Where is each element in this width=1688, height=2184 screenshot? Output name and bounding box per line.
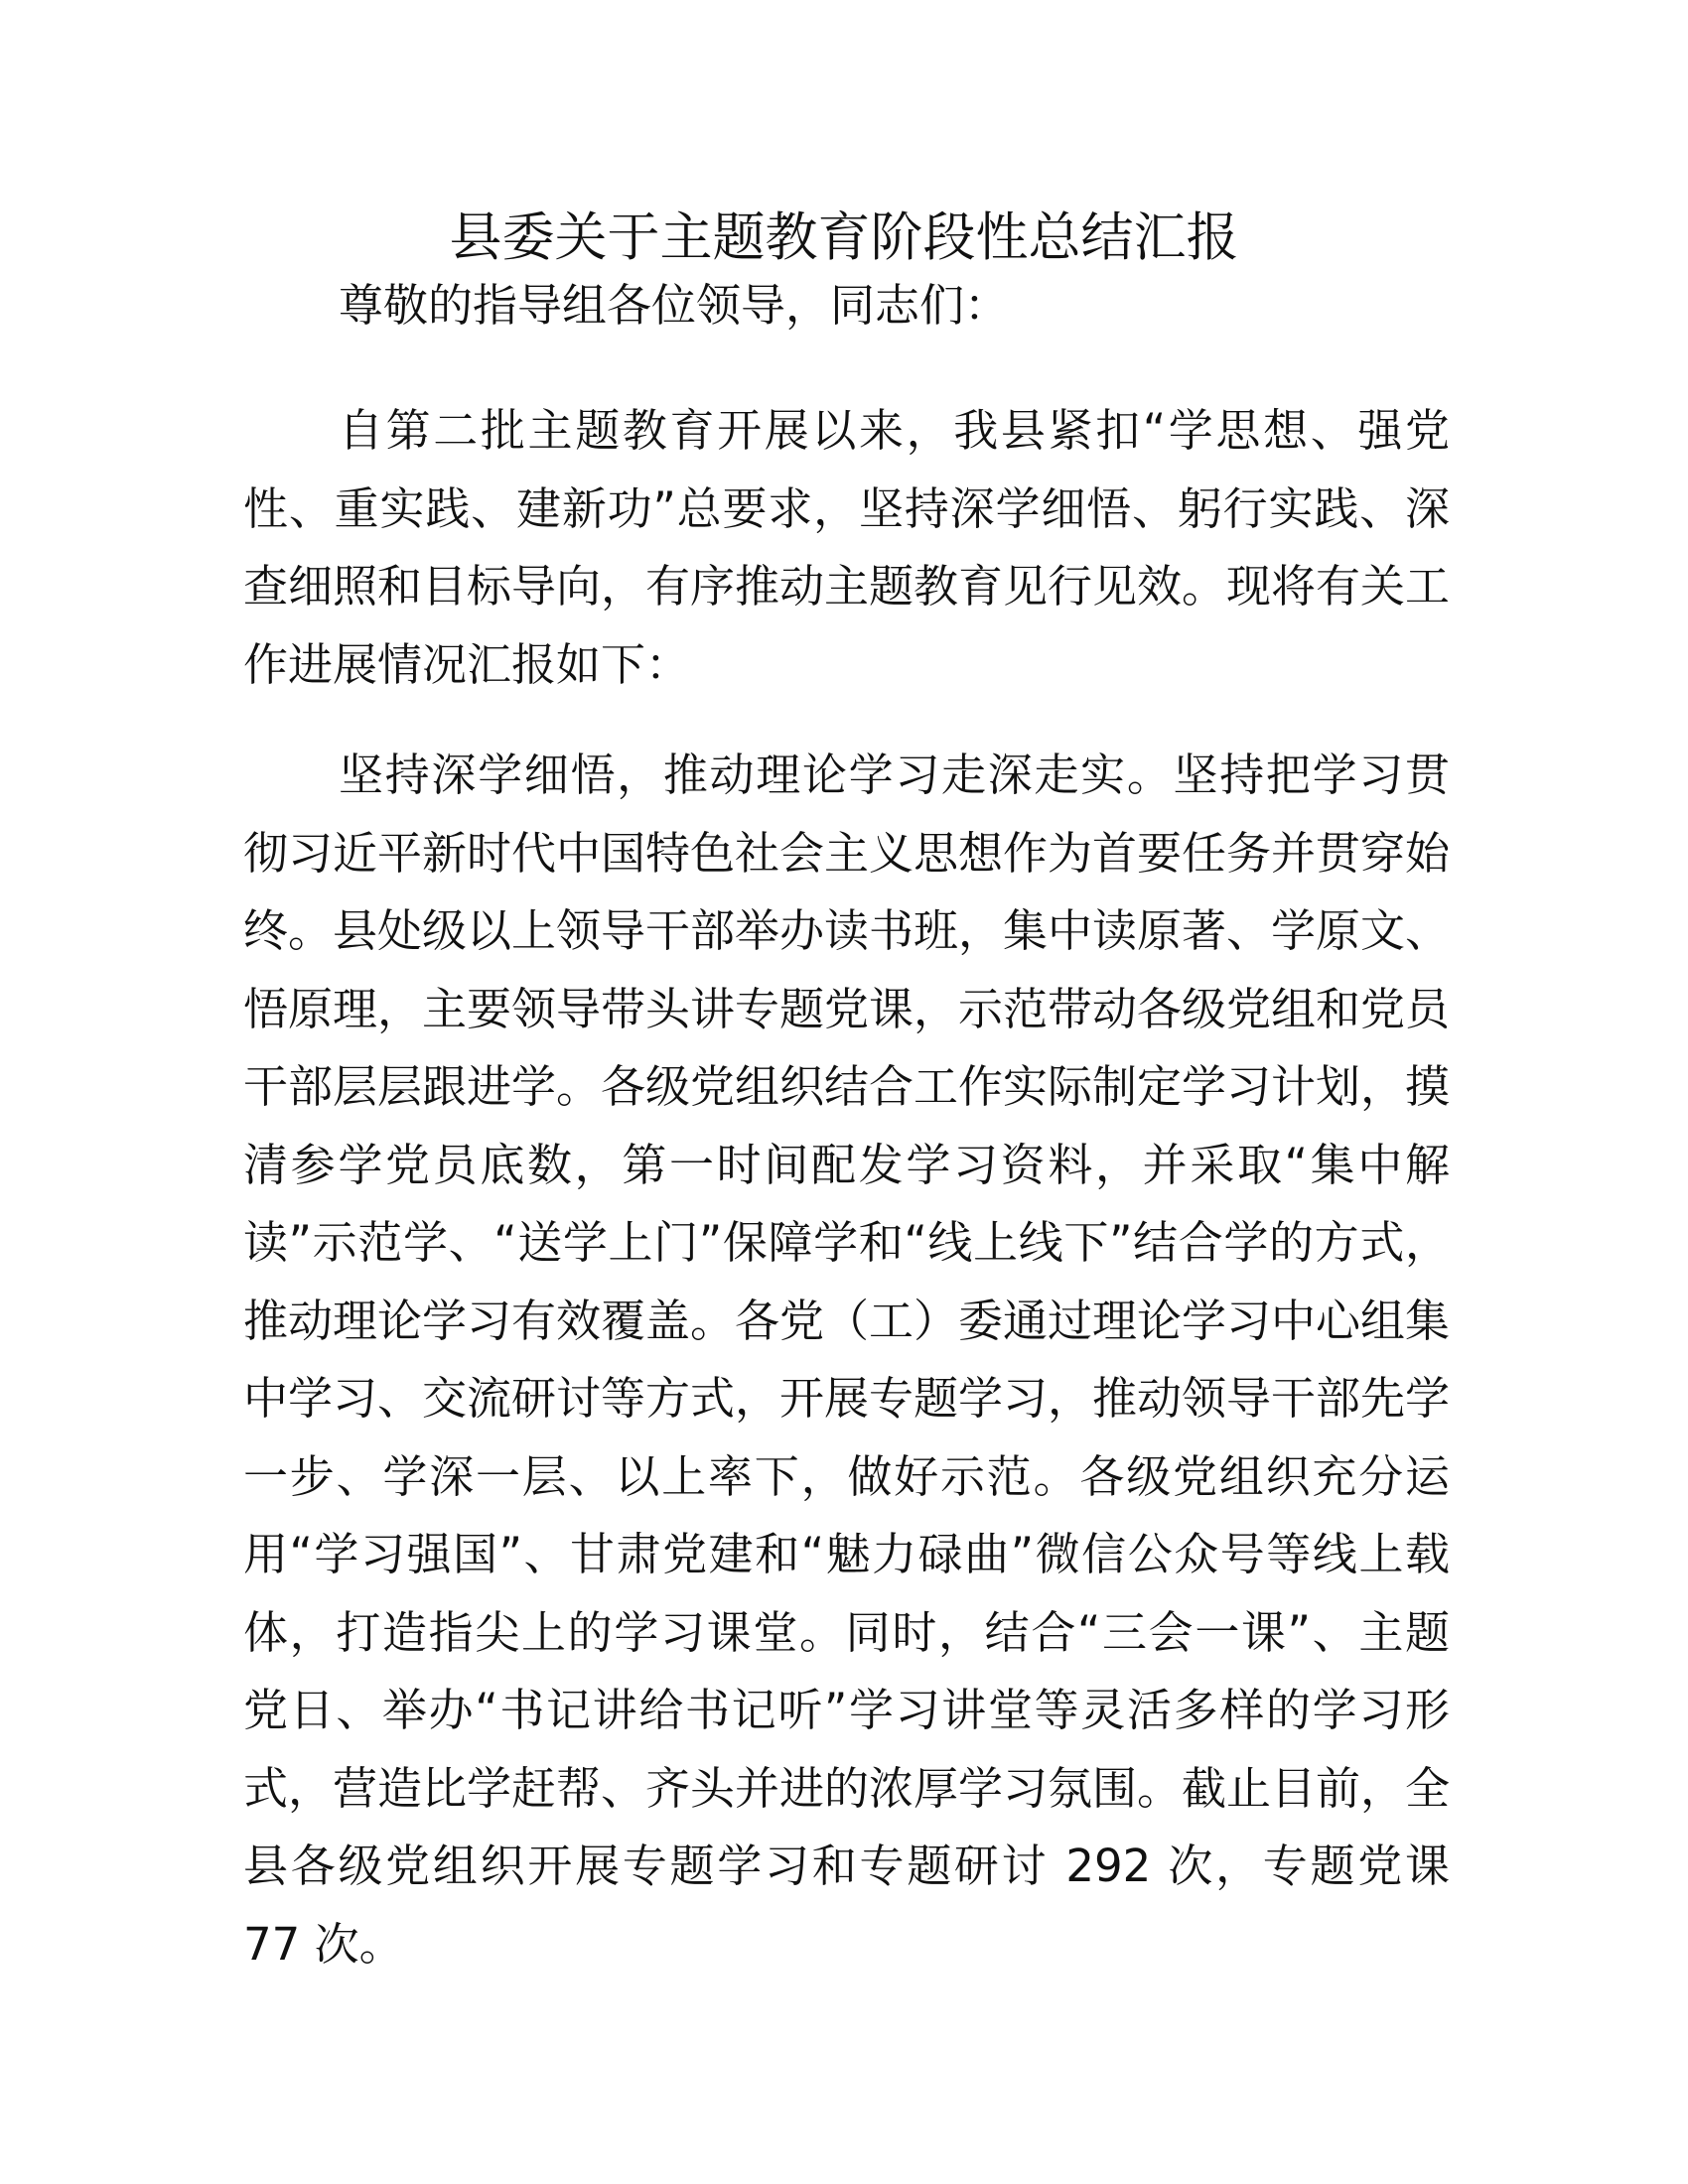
intro-paragraph: 自第二批主题教育开展以来，我县紧扣“学思想、强党性、重实践、建新功”总要求，坚持深学细悟、躬行实践、深查细照和目标导向，有序推动主题教育见行见效。现将有关工作进展情况汇报如下：	[243, 404, 1451, 691]
study-paragraph: 坚持深学细悟，推动理论学习走深走实。坚持把学习贯彻习近平新时代中国特色社会主义思想作为首要任务并贯穿始终。县处级以上领导干部举办读书班，集中读原著、学原文、悟原理，主要领导带头讲专题党课，示范带动各级党组和党员干部层层跟进学。各级党组织结合工作实际制定学习计划，摸清参学党员底数，第一时间配发学习资料，并采取“集中解读”示范学、“送学上门”保障学和“线上线下”结合学的方式，推动理论学习有效覆盖。各党（工）委通过理论学习中心组集中学习、交流研讨等方式，开展专题学习，推动领导干部先学一步、学深一层、以上率下，做好示范。各级党组织充分运用“学习强国”、甘肃党建和“魅力碌曲”微信公众号等线上载体，打造指尖上的学习课堂。同时，结合“三会一课”、主题党日、举办“书记讲给书记听”学习讲堂等灵活多样的学习形式，营造比学赶帮、齐头并进的浓厚学习氛围。截止目前，全县各级党组织开展专题学习和专题研讨 292 次，专题党课 77 次。	[243, 749, 1451, 1971]
greeting-block	[243, 267, 1450, 345]
document-title: 县委关于主题教育阶段性总结汇报	[449, 207, 1239, 268]
document-body	[243, 392, 1450, 1983]
greeting-line: 尊敬的指导组各位领导，同志们：	[339, 279, 1010, 332]
